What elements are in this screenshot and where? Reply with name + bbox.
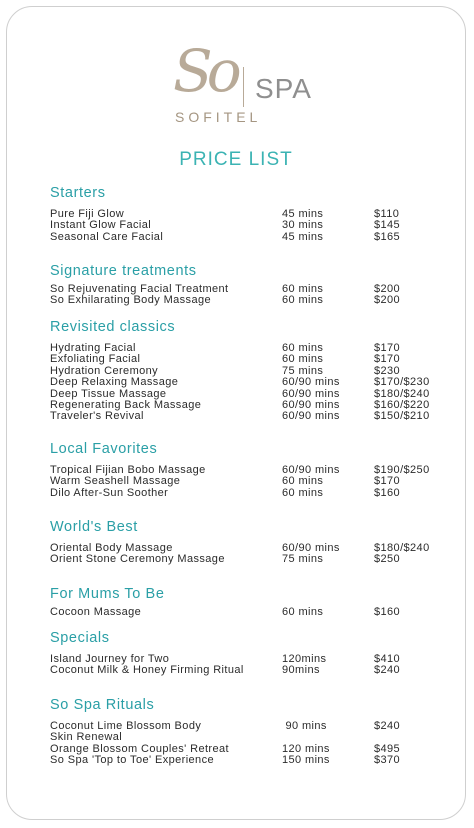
section-title: So Spa Rituals xyxy=(50,697,155,713)
price-row xyxy=(50,295,450,306)
treatment-duration: 60 mins xyxy=(282,475,324,488)
price-row xyxy=(50,755,450,766)
treatment-name: Deep Relaxing Massage xyxy=(50,376,179,389)
treatment-name: Skin Renewal xyxy=(50,731,123,744)
treatment-price: $200 xyxy=(374,294,401,307)
logo-spa-text: SPA xyxy=(255,73,312,104)
treatment-name: So Spa 'Top to Toe' Experience xyxy=(50,754,214,767)
treatment-price: $410 xyxy=(374,653,401,665)
treatment-duration: 60/90 mins xyxy=(282,542,340,554)
section-title: Signature treatments xyxy=(50,263,197,279)
treatment-name: So Exhilarating Body Massage xyxy=(50,294,212,307)
price-row xyxy=(50,232,450,243)
treatment-name: Coconut Lime Blossom Body xyxy=(50,720,202,732)
treatment-duration: 60/90 mins xyxy=(282,376,340,389)
treatment-price: $165 xyxy=(374,230,401,243)
section-so-spa-rituals xyxy=(50,697,450,767)
treatment-price: $190/$250 xyxy=(374,464,430,476)
treatment-price: $200 xyxy=(374,283,401,295)
treatment-duration: 60 mins xyxy=(282,283,324,295)
section-title: World's Best xyxy=(50,519,138,535)
treatment-duration: 45 mins xyxy=(282,230,324,243)
section-title: Specials xyxy=(50,630,110,646)
treatment-duration: 60 mins xyxy=(282,294,324,307)
treatment-price: $240 xyxy=(374,720,401,732)
section-signature-treatments xyxy=(50,263,450,307)
section-starters xyxy=(50,185,450,243)
treatment-name: Hydration Ceremony xyxy=(50,364,159,377)
section-title: Revisited classics xyxy=(50,319,176,335)
treatment-duration: 75 mins xyxy=(282,553,324,566)
sofitel-so-spa-logo xyxy=(173,37,323,131)
treatment-duration: 120 mins xyxy=(282,742,330,755)
price-row xyxy=(50,665,450,676)
treatment-price: $160/$220 xyxy=(374,398,430,411)
treatment-price: $170/$230 xyxy=(374,376,430,389)
treatment-name: Seasonal Care Facial xyxy=(50,230,164,243)
treatment-duration: 90mins xyxy=(282,664,320,677)
treatment-duration: 60/90 mins xyxy=(282,464,340,476)
treatment-duration: 150 mins xyxy=(282,754,330,767)
treatment-price: $230 xyxy=(374,364,401,377)
section-specials xyxy=(50,630,450,677)
treatment-name: Tropical Fijian Bobo Massage xyxy=(50,464,206,476)
treatment-name: Dilo After-Sun Soother xyxy=(50,486,169,499)
treatment-price: $495 xyxy=(374,742,401,755)
treatment-name: Warm Seashell Massage xyxy=(50,475,181,488)
section-local-favorites xyxy=(50,441,450,499)
treatment-name: Instant Glow Facial xyxy=(50,219,152,232)
treatment-duration: 120mins xyxy=(282,653,327,665)
treatment-price: $170 xyxy=(374,475,401,488)
treatment-name: Orient Stone Ceremony Massage xyxy=(50,553,225,566)
price-row xyxy=(50,554,450,565)
treatment-name: Cocoon Massage xyxy=(50,606,142,618)
treatment-price: $370 xyxy=(374,754,401,767)
logo-so-mark: So xyxy=(173,37,236,105)
treatment-duration: 60/90 mins xyxy=(282,410,340,423)
treatment-name: Coconut Milk & Honey Firming Ritual xyxy=(50,664,244,677)
treatment-name: Hydrating Facial xyxy=(50,342,136,354)
treatment-price: $240 xyxy=(374,664,401,677)
logo-divider xyxy=(243,67,244,107)
treatment-duration: 45 mins xyxy=(282,208,324,220)
treatment-price: $160 xyxy=(374,486,401,499)
section-title: For Mums To Be xyxy=(50,586,165,602)
logo-sofitel-text: SOFITEL xyxy=(175,109,262,125)
section-worlds-best xyxy=(50,519,450,566)
treatment-duration: 30 mins xyxy=(282,219,324,232)
treatment-price: $145 xyxy=(374,219,401,232)
treatment-price: $250 xyxy=(374,553,401,566)
treatment-name: Oriental Body Massage xyxy=(50,542,173,554)
treatment-duration: 90 mins xyxy=(282,720,327,732)
treatment-name: So Rejuvenating Facial Treatment xyxy=(50,283,229,295)
price-row xyxy=(50,607,450,618)
treatment-duration: 60 mins xyxy=(282,486,324,499)
page-title: PRICE LIST xyxy=(179,149,293,170)
treatment-price: $160 xyxy=(374,606,401,618)
section-for-mums-to-be xyxy=(50,586,450,618)
treatment-duration: 60 mins xyxy=(282,342,324,354)
treatment-name: Deep Tissue Massage xyxy=(50,387,167,400)
section-revisited-classics xyxy=(50,319,450,423)
treatment-price: $150/$210 xyxy=(374,410,430,423)
price-row xyxy=(50,488,450,499)
price-list-card xyxy=(6,6,466,820)
treatment-name: Pure Fiji Glow xyxy=(50,208,125,220)
treatment-price: $180/$240 xyxy=(374,387,430,400)
treatment-price: $170 xyxy=(374,342,401,354)
treatment-price: $180/$240 xyxy=(374,542,430,554)
treatment-name: Exfoliating Facial xyxy=(50,353,141,366)
treatment-duration: 75 mins xyxy=(282,364,324,377)
treatment-name: Orange Blossom Couples' Retreat xyxy=(50,742,229,755)
treatment-name: Traveler's Revival xyxy=(50,410,144,423)
treatment-price: $170 xyxy=(374,353,401,366)
price-row xyxy=(50,377,450,388)
section-title: Local Favorites xyxy=(50,441,158,457)
treatment-duration: 60 mins xyxy=(282,353,324,366)
section-title: Starters xyxy=(50,185,106,201)
price-row xyxy=(50,411,450,422)
treatment-name: Island Journey for Two xyxy=(50,653,170,665)
treatment-duration: 60/90 mins xyxy=(282,387,340,400)
treatment-duration: 60 mins xyxy=(282,606,324,618)
treatment-price: $110 xyxy=(374,208,400,220)
treatment-name: Regenerating Back Massage xyxy=(50,398,202,411)
treatment-duration: 60/90 mins xyxy=(282,398,340,411)
